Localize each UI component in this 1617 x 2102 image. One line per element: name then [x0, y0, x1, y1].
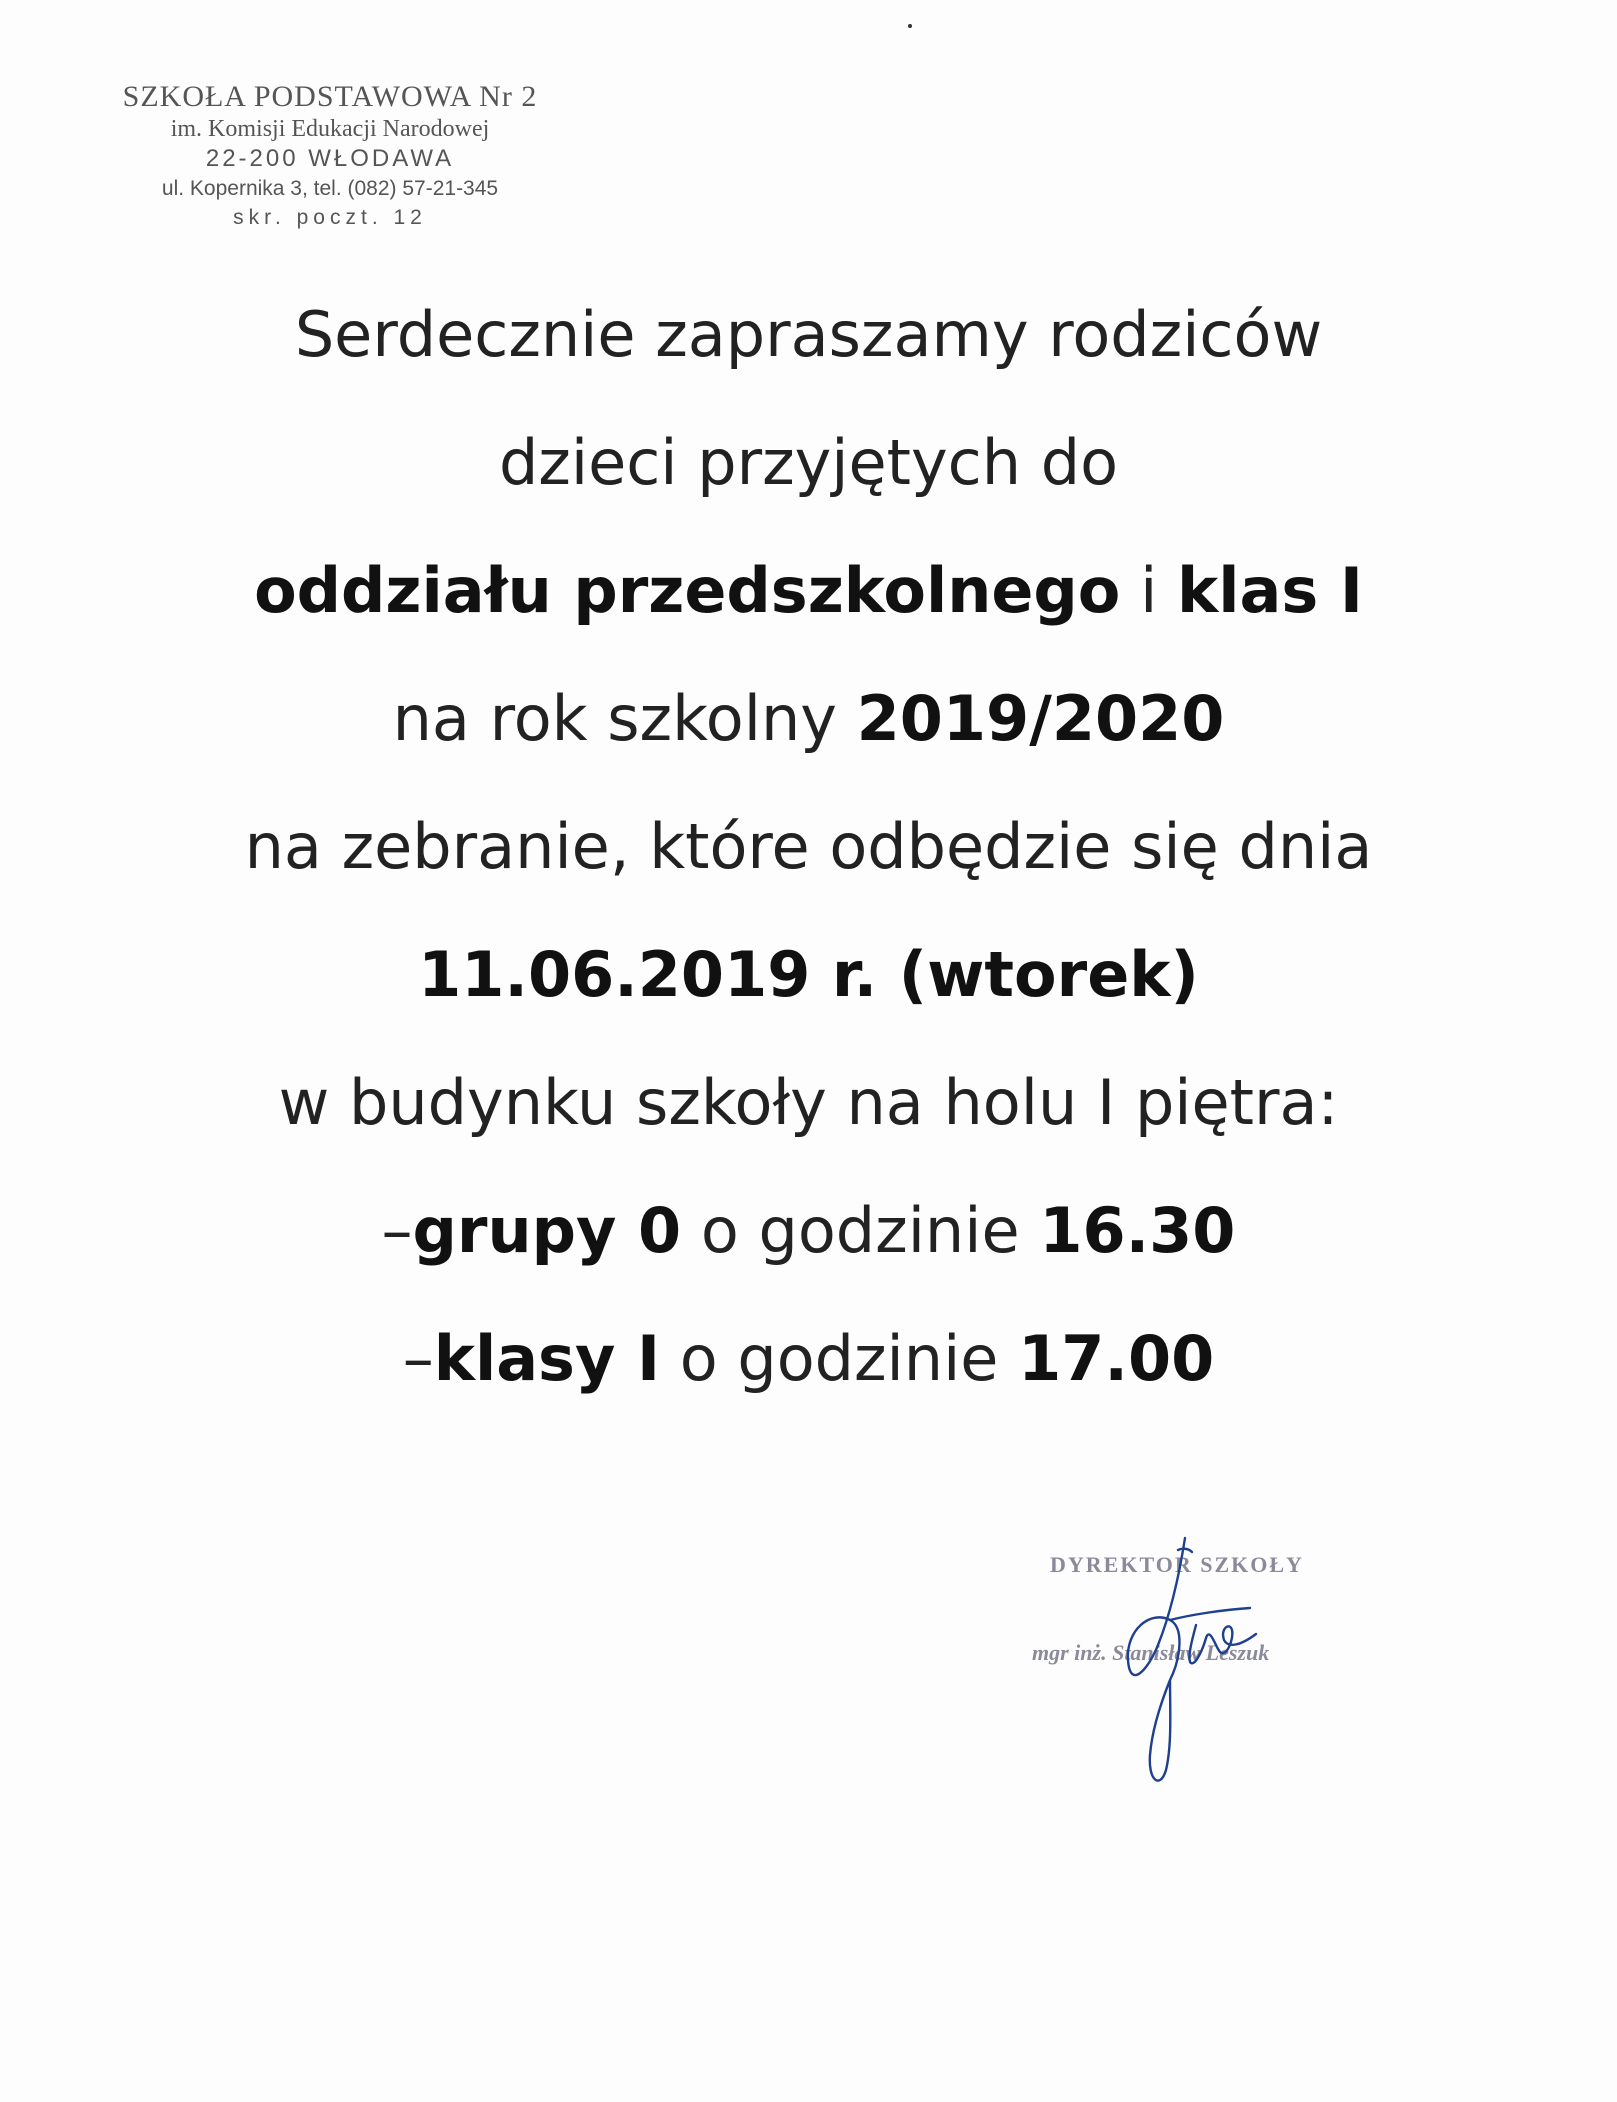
director-stamp-name: mgr inż. Stanisław Leszuk [1032, 1640, 1270, 1665]
stamp-address: ul. Kopernika 3, tel. (082) 57-21-345 [161, 177, 499, 200]
handwritten-signature [1020, 1530, 1420, 1810]
meeting-date-value: 11.06.2019 r. (wtorek) [418, 938, 1199, 1011]
stamp-patron: im. Komisji Edukacji Narodowej [170, 116, 490, 142]
invitation-line-2: dzieci przyjętych do [498, 426, 1119, 499]
invitation-text [0, 280, 1617, 1432]
invitation-line-4 [0, 664, 1617, 792]
stamp-po-box: skr. poczt. 12 [233, 206, 427, 229]
schedule-item-1 [0, 1176, 1617, 1304]
dash: – [402, 1322, 434, 1395]
time-value: 16.30 [1039, 1194, 1236, 1267]
time-prefix: o godzinie [681, 1194, 1040, 1267]
school-year-value: 2019/2020 [856, 682, 1225, 755]
first-grade-label: klas I [1177, 554, 1363, 627]
invitation-line-5: na zebranie, które odbędzie się dnia [244, 810, 1373, 883]
invitation-line-3 [0, 536, 1617, 664]
time-value: 17.00 [1018, 1322, 1215, 1395]
signature-block [1020, 1530, 1420, 1810]
invitation-line-7: w budynku szkoły na holu I piętra: [278, 1066, 1339, 1139]
invitation-line-1: Serdecznie zapraszamy rodziców [294, 298, 1323, 371]
director-stamp-title: DYREKTOR SZKOŁY [1050, 1552, 1304, 1577]
connector-text: i [1120, 554, 1178, 627]
meeting-date [0, 920, 1617, 1048]
stamp-school-name: SZKOŁA PODSTAWOWA Nr 2 [122, 80, 538, 113]
time-prefix: o godzinie [660, 1322, 1019, 1395]
preschool-label: oddziału przedszkolnego [254, 554, 1121, 627]
school-year-label: na rok szkolny [392, 682, 857, 755]
stamp-city: 22-200 WŁODAWA [205, 145, 455, 172]
dash: – [381, 1194, 413, 1267]
group-label: grupy 0 [412, 1194, 682, 1267]
group-label: klasy I [433, 1322, 661, 1395]
speck-mark [908, 24, 912, 28]
school-stamp [110, 80, 550, 232]
schedule-item-2 [0, 1304, 1617, 1432]
